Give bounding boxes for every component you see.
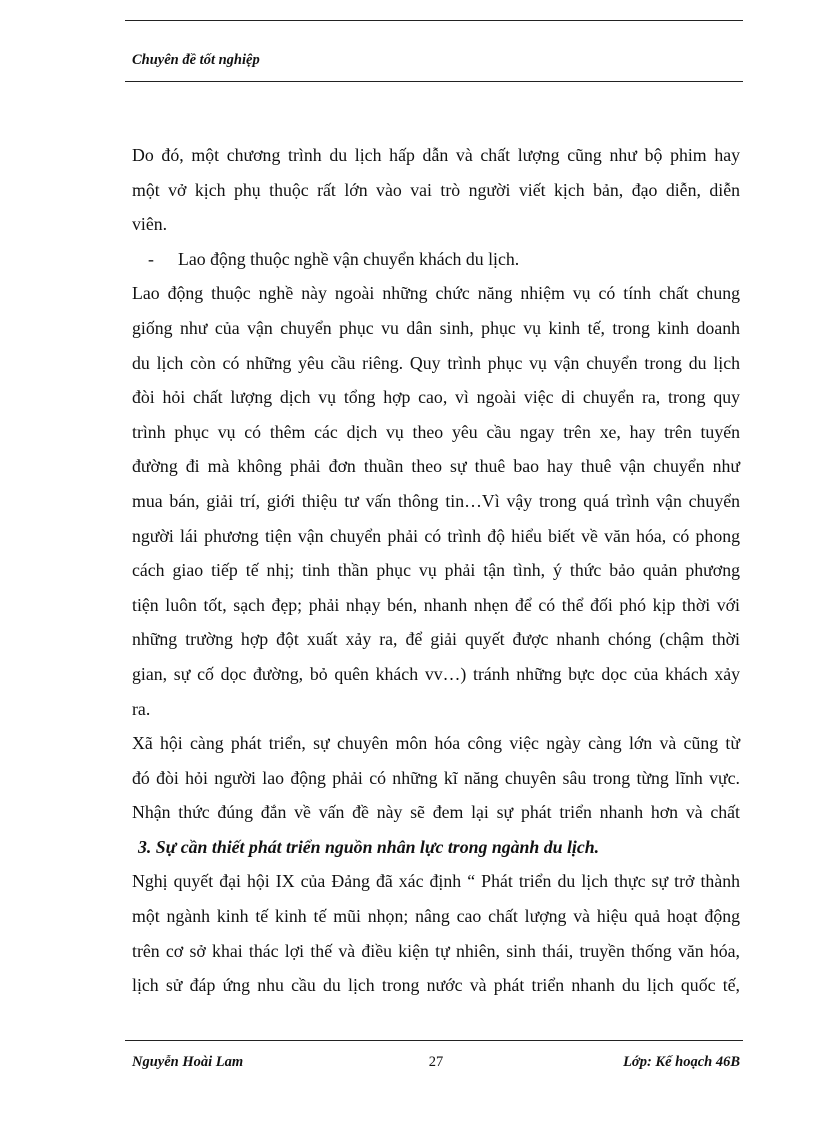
bullet-dash: - (148, 248, 154, 269)
footer-class-label: Lớp: Kế hoạch 46B (623, 1054, 740, 1070)
text-line: trình phục vụ có thêm các dịch vụ theo yêu cầu ngay trên xe, hay trên tuyến (132, 421, 740, 442)
footer-author: Nguyễn Hoài Lam (132, 1054, 244, 1070)
text-line: viên. (132, 214, 168, 235)
text-line: người lái phương tiện vận chuyển phải có trình độ hiểu biết về văn hóa, có phong (132, 525, 740, 546)
text-line: du lịch còn có những yêu cầu riêng. Quy trình phục vụ vận chuyển trong du lịch (132, 352, 740, 373)
text-line: tiện luôn tốt, sạch đẹp; phải nhạy bén, nhanh nhẹn để có thể đối phó kịp thời với (132, 594, 740, 615)
bullet-item (132, 242, 740, 277)
text-line: đòi hỏi chất lượng dịch vụ tổng hợp cao, vì ngoài việc di chuyển ra, trong quy (132, 387, 740, 408)
text-line: ra. (132, 698, 151, 719)
footer-rule (125, 1040, 743, 1041)
document-body (132, 138, 740, 1003)
text-line: đó đòi hỏi người lao động phải có những kĩ năng chuyên sâu trong từng lĩnh vực. (132, 767, 740, 788)
paragraph-2 (132, 276, 740, 726)
text-line: đường đi mà không phải đơn thuần theo sự thuê bao hay thuê vận chuyển như (132, 456, 740, 477)
paragraph-3 (132, 726, 740, 830)
text-line: Xã hội càng phát triển, sự chuyên môn hóa công việc ngày càng lớn và cũng từ (132, 733, 740, 754)
text-line: Nghị quyết đại hội IX của Đảng đã xác định “ Phát triển du lịch thực sự trở thành (132, 871, 740, 892)
paragraph-1 (132, 138, 740, 242)
header-rule-top (125, 20, 743, 21)
text-line: trên cơ sở khai thác lợi thế và điều kiện tự nhiên, sinh thái, truyền thống văn hóa, (132, 940, 740, 961)
page-footer (132, 1054, 740, 1076)
text-line: cách giao tiếp tế nhị; tinh thần phục vụ phải tận tình, ý thức bảo quản phương (132, 560, 740, 581)
header-title: Chuyên đề tốt nghiệp (132, 52, 260, 68)
text-line: lịch sử đáp ứng nhu cầu du lịch trong nước và phát triển nhanh du lịch quốc tế, (132, 975, 740, 996)
text-line: một ngành kinh tế kinh tế mũi nhọn; nâng cao chất lượng và hiệu quả hoạt động (132, 906, 740, 927)
text-line: một vở kịch phụ thuộc rất lớn vào vai trò người viết kịch bản, đạo diễn, diễn (132, 179, 740, 200)
text-line: gian, sự cố dọc đường, bỏ quên khách vv…) tránh những bực dọc của khách xảy (132, 663, 740, 684)
section-heading: 3. Sự cần thiết phát triển nguồn nhân lực trong ngành du lịch. (138, 836, 600, 857)
text-line: những trường hợp đột xuất xảy ra, để giải quyết được nhanh chóng (chậm thời (132, 629, 740, 650)
paragraph-4 (132, 864, 740, 1002)
text-line: giống như của vận chuyển phục vu dân sinh, phục vụ kinh tế, trong kinh doanh (132, 317, 740, 338)
text-line: Lao động thuộc nghề này ngoài những chức năng nhiệm vụ có tính chất chung (132, 283, 740, 304)
text-line: mua bán, giải trí, giới thiệu tư vấn thông tin…Vì vậy trong quá trình vận chuyển (132, 490, 740, 511)
text-line: Do đó, một chương trình du lịch hấp dẫn và chất lượng cũng như bộ phim hay (132, 145, 740, 165)
text-line: Nhận thức đúng đắn về vấn đề này sẽ đem lại sự phát triển nhanh hơn và chất (132, 802, 740, 823)
header-rule-bottom (125, 81, 743, 82)
bullet-text: Lao động thuộc nghề vận chuyển khách du lịch. (178, 248, 520, 269)
page-number: 27 (428, 1054, 444, 1070)
